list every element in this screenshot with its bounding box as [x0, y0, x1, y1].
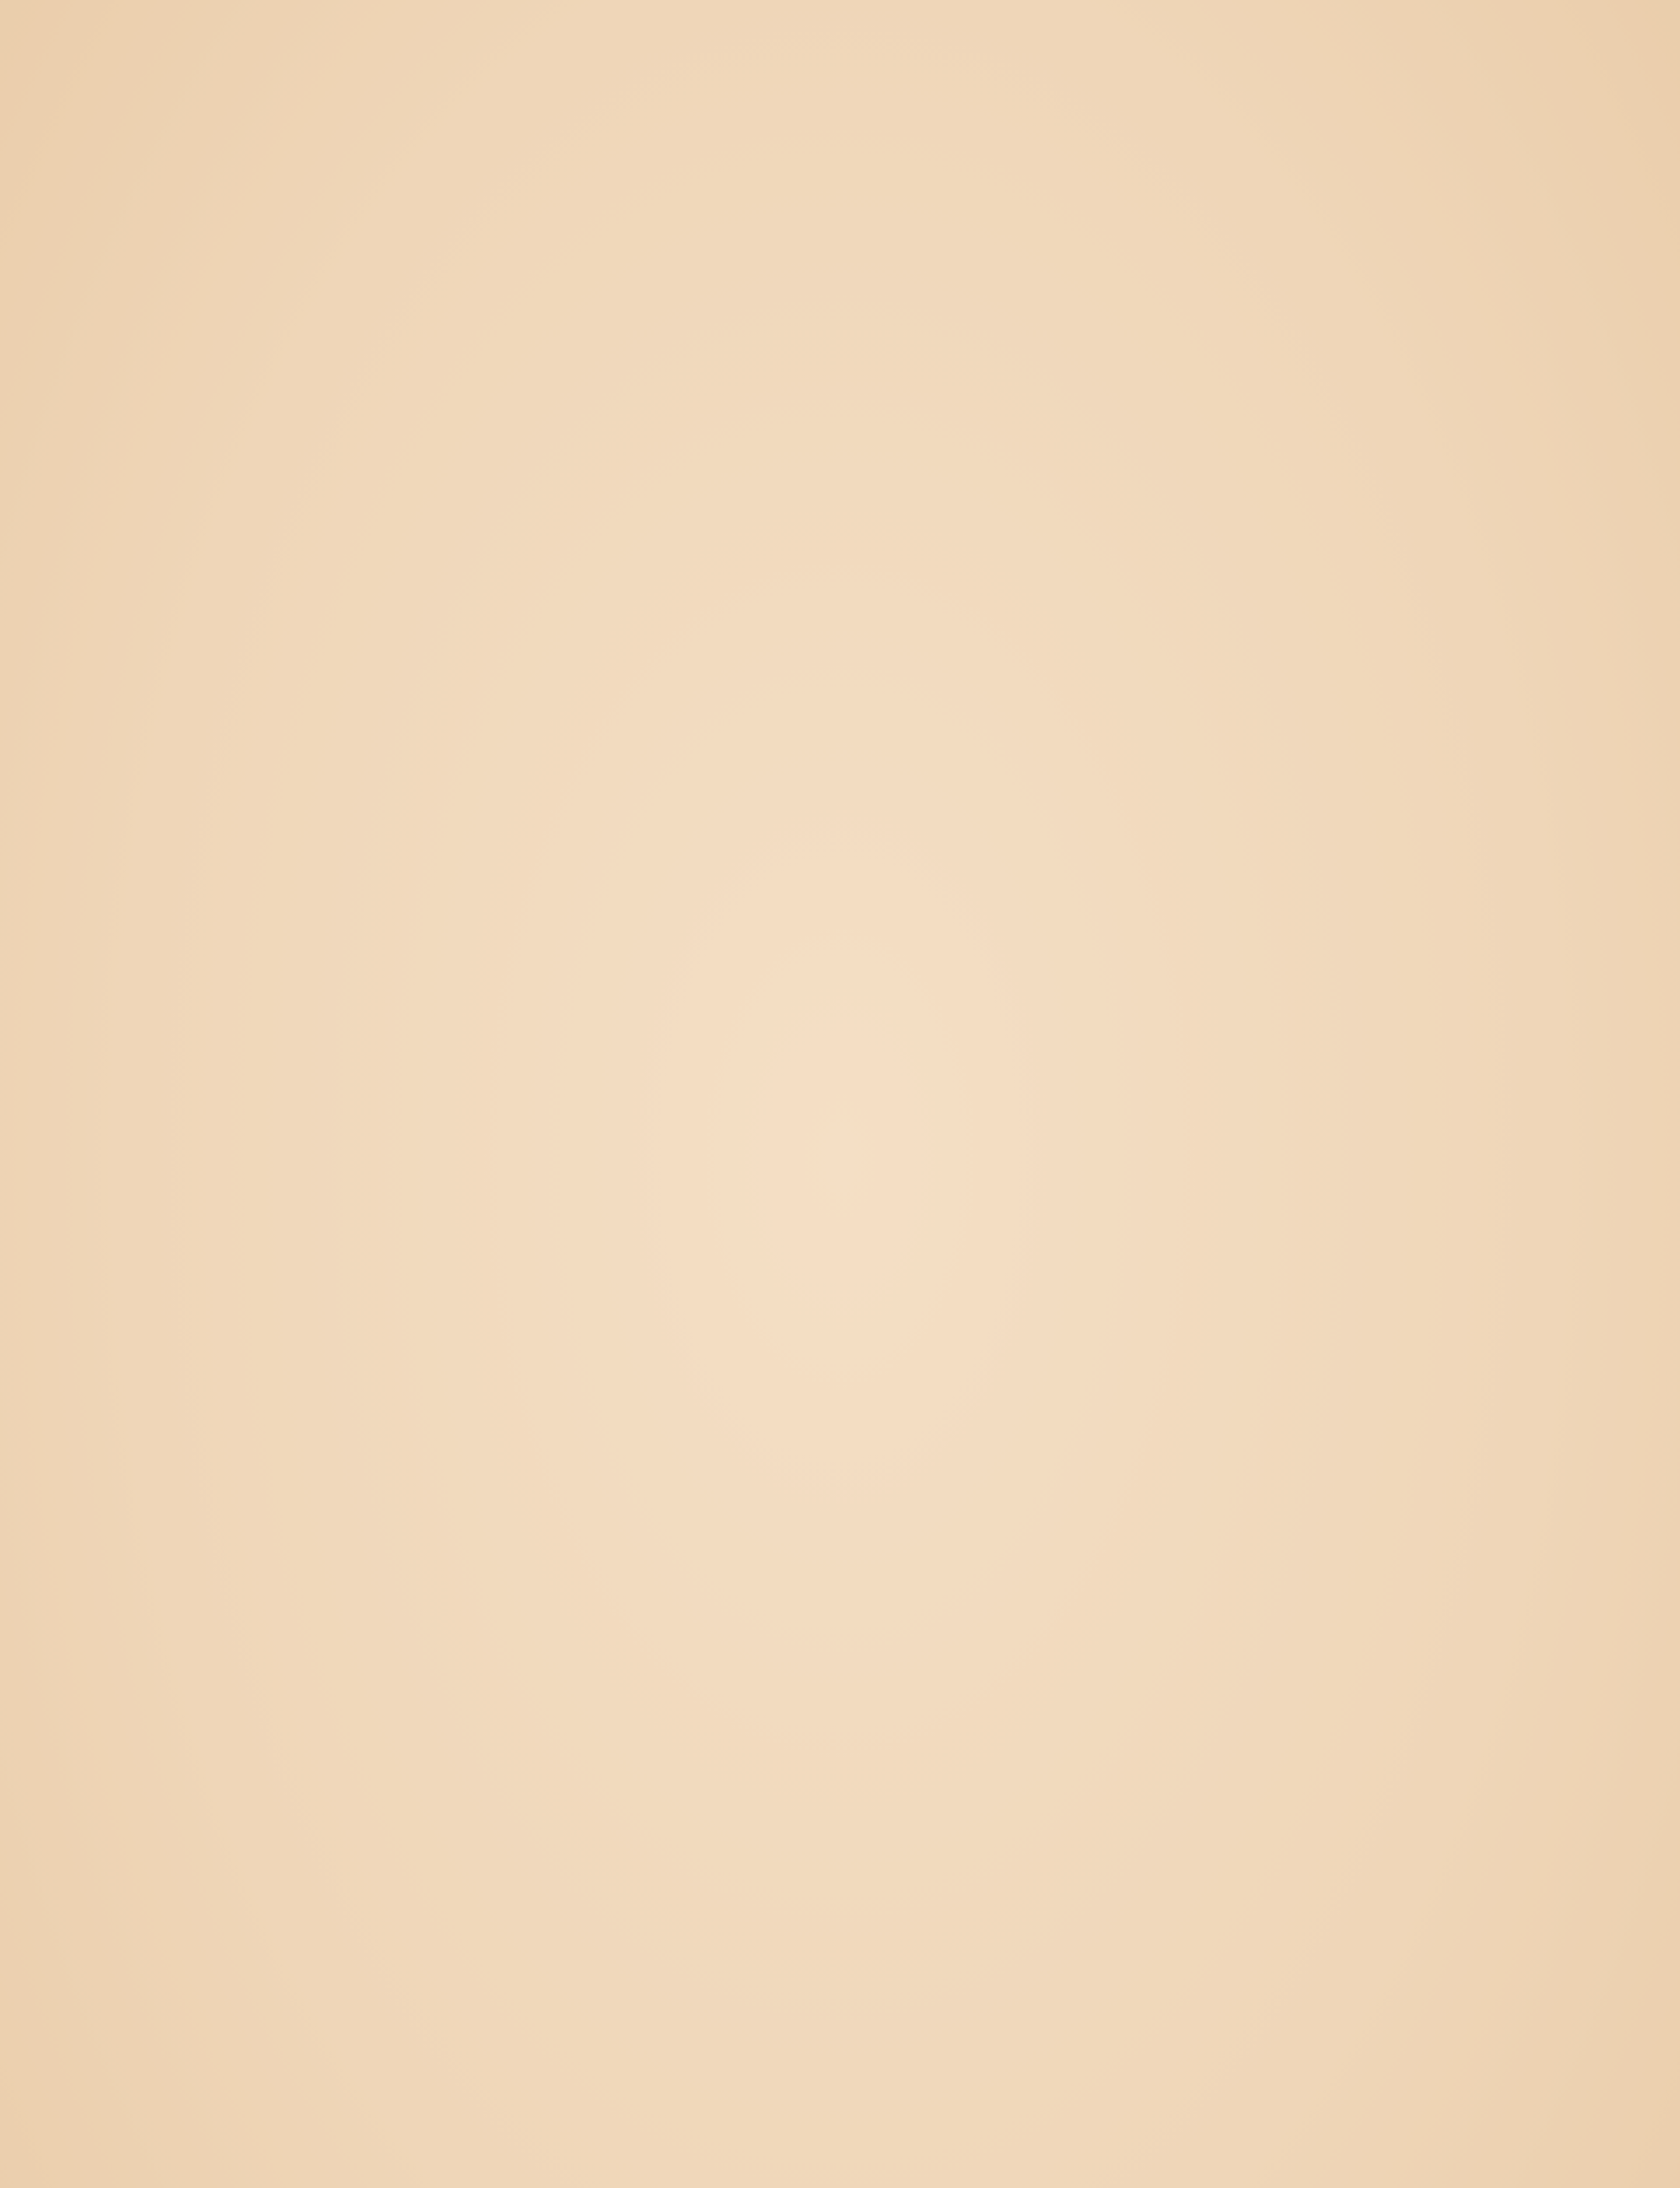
- text-line: [151, 813, 812, 849]
- story-title: [154, 131, 810, 184]
- text-line: [151, 518, 812, 555]
- text-line: [151, 776, 812, 813]
- left-text-column: [151, 223, 812, 2188]
- text-line: [151, 260, 812, 297]
- text-line: [151, 1070, 812, 1107]
- text-line: [151, 555, 812, 592]
- text-line: [151, 1144, 812, 1181]
- text-line: [151, 665, 812, 702]
- text-line: [151, 739, 812, 776]
- text-line: [151, 1329, 812, 1365]
- text-line: [151, 223, 812, 260]
- text-line: [151, 371, 812, 407]
- section-break: [151, 1365, 812, 1390]
- text-line: [151, 923, 812, 960]
- text-line: [151, 481, 812, 518]
- text-line: [151, 1108, 812, 1144]
- text-line: [151, 592, 812, 628]
- text-line: [151, 407, 812, 444]
- page-number: [779, 177, 901, 217]
- text-line: [151, 444, 812, 481]
- text-line: [151, 1390, 812, 1427]
- text-line: [151, 297, 812, 333]
- text-line: [151, 1218, 812, 1255]
- text-line: [151, 997, 812, 1034]
- text-line: [151, 849, 812, 886]
- text-line: [151, 1291, 812, 1328]
- text-line: [151, 1255, 812, 1291]
- right-text-column: [863, 223, 1523, 2188]
- text-line: [151, 1181, 812, 1218]
- text-line: [151, 886, 812, 923]
- text-line: [151, 1034, 812, 1070]
- text-line: [151, 960, 812, 997]
- magazine-name: [1186, 131, 1536, 184]
- text-line: [151, 334, 812, 371]
- text-line: [151, 702, 812, 739]
- text-line: [151, 628, 812, 665]
